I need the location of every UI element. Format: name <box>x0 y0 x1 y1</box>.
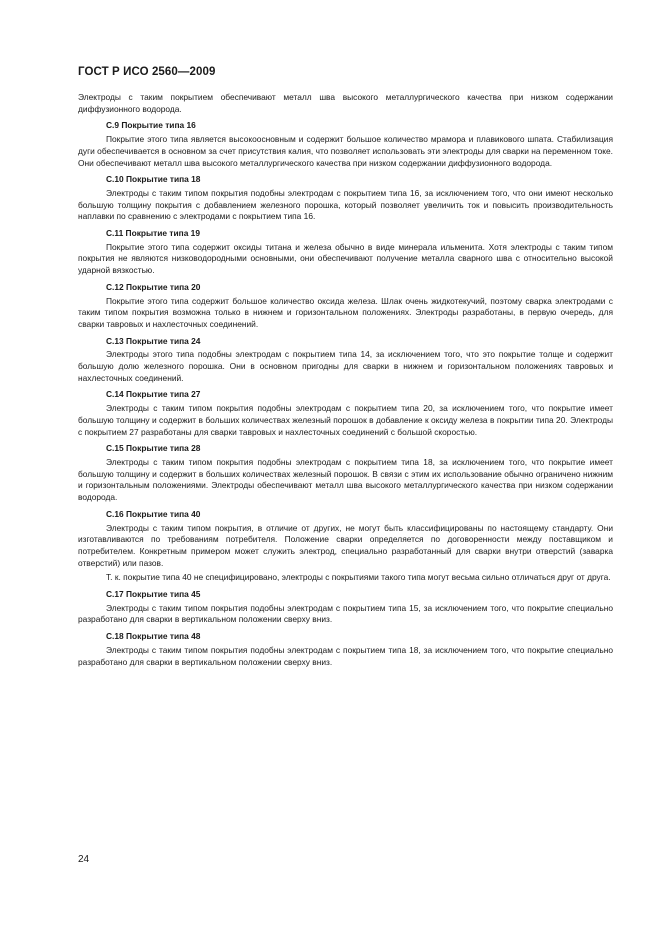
section-heading: С.17 Покрытие типа 45 <box>106 589 201 600</box>
section-c15 <box>78 443 613 504</box>
section-paragraph: Электроды с таким типом покрытия подобны электродам с покрытием типа 15, за исключением того, что покрытие специально разработано для сварки в вертикальном положении сверху вниз. <box>78 602 613 625</box>
section-c14 <box>78 389 613 438</box>
section-c12 <box>78 282 613 331</box>
section-paragraph: Т. к. покрытие типа 40 не специфицировано, электроды с покрытиями такого типа могут весьма сильно отличаться друг от друга. <box>106 572 611 583</box>
section-heading: С.15 Покрытие типа 28 <box>106 443 201 454</box>
section-heading: С.9 Покрытие типа 16 <box>106 120 196 131</box>
document-body <box>78 92 613 671</box>
document-header-title: ГОСТ Р ИСО 2560—2009 <box>78 66 216 78</box>
section-heading: С.12 Покрытие типа 20 <box>106 281 201 292</box>
section-paragraph: Электроды с таким типом покрытия подобны электродам с покрытием типа 16, за исключением того, что они имеют несколько большую толщину покрытия с добавлением железного порошка, который позволяет увеличить ток и повысить производительность наплавки по сравнению с электродами с покрытием типа 16. <box>78 187 613 222</box>
section-heading: С.16 Покрытие типа 40 <box>106 508 201 519</box>
section-paragraph: Покрытие этого типа содержит оксиды титана и железа обычно в виде минерала ильменита. Хотя электроды с таким типом покрытия не являются низководородными основными, они обеспечивают получение металла сварного шва с относительно высокой ударной вязкостью. <box>78 241 613 276</box>
section-heading: С.11 Покрытие типа 19 <box>106 228 200 239</box>
section-paragraph: Электроды этого типа подобны электродам с покрытием типа 14, за исключением того, что это покрытие толще и содержит большую долю железного порошка. Они в основном пригодны для сварки в нижнем и горизонтальном положениях тавровых и нахлесточных соединений. <box>78 349 613 383</box>
section-c13 <box>78 336 613 385</box>
section-heading: С.10 Покрытие типа 18 <box>106 174 201 185</box>
section-paragraph: Электроды с таким типом покрытия, в отличие от других, не могут быть классифицированы по настоящему стандарту. Они изготавливаются по требованиям потребителя. Положение сварки определяется по договоренности между поставщиком и потребителем. Конкретным примером может служить электрод, специально разработанный для сварки внутри отверстий (заварка отверстий) или пазов. <box>78 522 613 568</box>
section-c18 <box>78 631 613 668</box>
section-c9 <box>78 120 613 169</box>
intro-paragraph: Электроды с таким покрытием обеспечивают металл шва высокого металлургического качества при низком содержании диффузионного водорода. <box>78 92 613 114</box>
section-c10 <box>78 174 613 223</box>
section-heading: С.13 Покрытие типа 24 <box>106 335 201 346</box>
section-heading: С.14 Покрытие типа 27 <box>106 389 201 400</box>
section-paragraph: Покрытие этого типа является высокоосновным и содержит большое количество мрамора и плавикового шпата. Стабилизация дуги обеспечивается в основном за счет присутствия калия, что позволяет использовать эти электроды для сварки на переменном токе. Они обеспечивают металл шва высокого металлургического качества при низком содержании диффузионного водорода. <box>78 134 613 168</box>
section-heading: С.18 Покрытие типа 48 <box>106 631 201 642</box>
section-c11 <box>78 228 613 277</box>
section-paragraph: Покрытие этого типа содержит большое количество оксида железа. Шлак очень жидкотекучий, поэтому сварка электродами с таким типом покрытия возможна только в нижнем и горизонтальном положениях. Электроды разработаны, в первую очередь, для сварки тавровых и нахлесточных соединений. <box>78 295 613 329</box>
section-c16 <box>78 509 613 584</box>
page-number: 24 <box>78 854 90 865</box>
section-paragraph: Электроды с таким типом покрытия подобны электродам с покрытием типа 18, за исключением того, что покрытие имеет большую толщину и содержит в больших количествах железный порошок. В связи с этим их использование обычно ограничено нижним и горизонтальным положениями. Электроды обеспечивают металл шва высокого металлургического качества при низком содержании водорода. <box>78 456 613 503</box>
section-paragraph: Электроды с таким типом покрытия подобны электродам с покрытием типа 20, за исключением того, что покрытие имеет большую толщину и содержит в больших количествах железный порошок в добавление к оксиду железа в покрытии типа 20. Электроды с покрытием 27 разработаны для сварки тавровых и нахлесточных соединений с большой скоростью. <box>78 403 613 437</box>
section-paragraph: Электроды с таким типом покрытия подобны электродам с покрытием типа 18, за исключением того, что покрытие специально разработано для сварки в вертикальном положении сверху вниз. <box>78 644 613 667</box>
section-c17 <box>78 589 613 626</box>
